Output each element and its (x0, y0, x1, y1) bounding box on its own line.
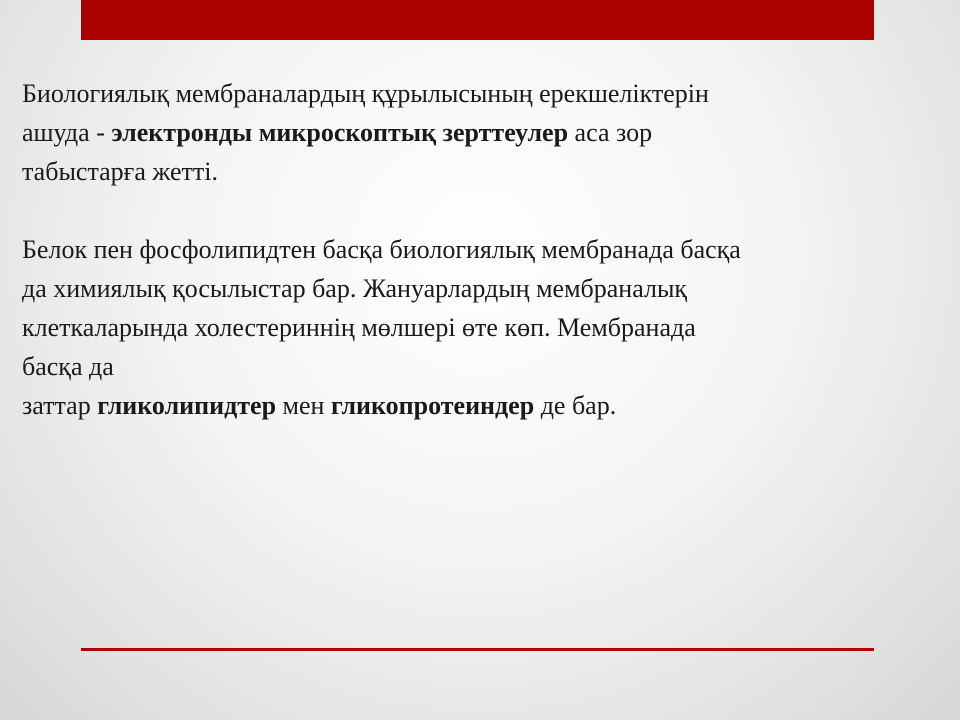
text-line: клеткаларында холестериннің мөлшері өте көп. Мембранада (22, 313, 696, 342)
text-run: де бар. (534, 391, 617, 420)
text-run: ашуда - (22, 118, 112, 147)
bold-term-glycoproteins: гликопротеиндер (330, 391, 535, 420)
text-line: табыстарға жетті. (22, 157, 218, 186)
text-line: Биологиялық мембраналардың құрылысының ерекшеліктерін (22, 79, 709, 108)
bottom-accent-rule (81, 648, 874, 651)
text-line: Белок пен фосфолипидтен басқа биологиялық мембранада басқа (22, 235, 741, 264)
text-run: мен (276, 391, 331, 420)
text-line: басқа да (22, 352, 114, 381)
paragraph-membrane-compounds (22, 230, 922, 425)
text-run: заттар (22, 391, 98, 420)
slide-body (22, 74, 922, 425)
text-line (22, 113, 922, 152)
paragraph-membrane-structure (22, 74, 922, 191)
text-run: аса зор (568, 118, 653, 147)
bold-term-glycolipids: гликолипидтер (97, 391, 277, 420)
bold-term-electron-microscopy: электронды микроскоптық зерттеулер (111, 118, 569, 147)
text-line (22, 386, 922, 425)
top-accent-bar (81, 0, 874, 40)
text-line: да химиялық қосылыстар бар. Жануарлардың мембраналық (22, 274, 688, 303)
